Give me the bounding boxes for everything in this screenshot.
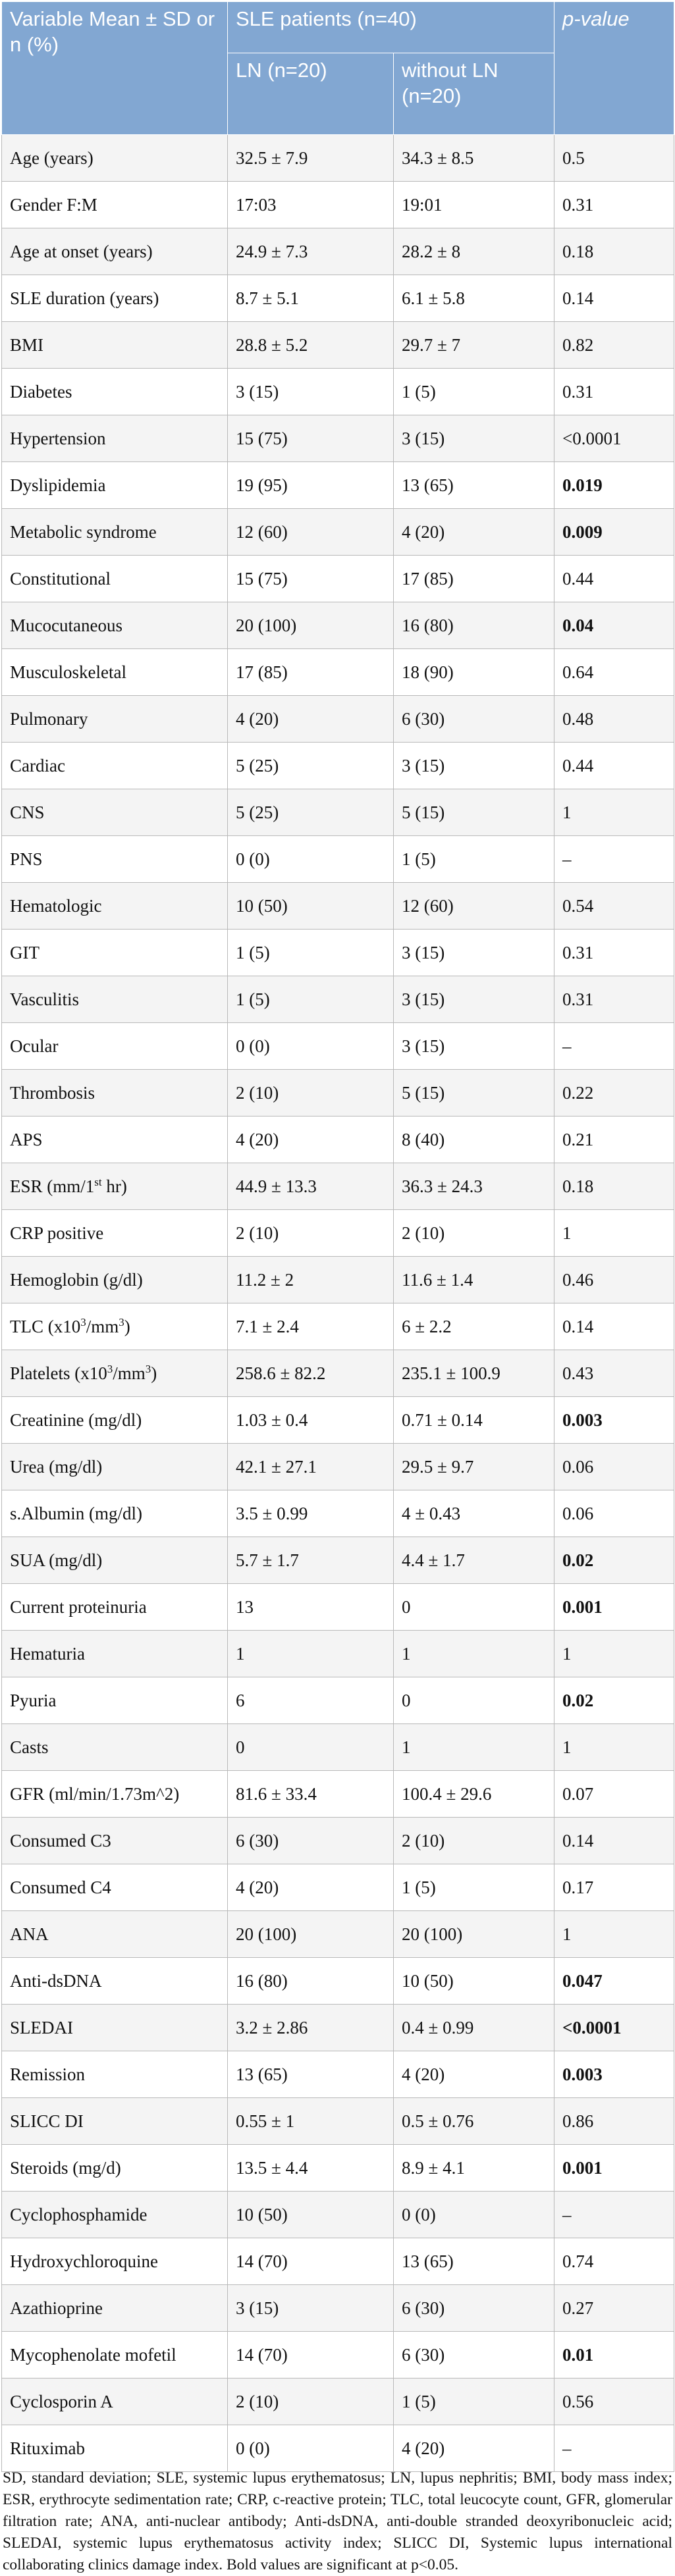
cell-ln: 4 (20) [228,696,394,743]
cell-without-ln: 0 (0) [394,2192,554,2238]
table-row [2,602,674,649]
cell-ln: 0.55 ± 1 [228,2098,394,2145]
cell-variable: SUA (mg/dl) [2,1537,228,1584]
cell-ln: 0 (0) [228,836,394,883]
table-row [2,1210,674,1257]
cell-variable: Hematologic [2,883,228,930]
cell-pvalue: 0.001 [554,1584,674,1631]
cell-without-ln: 3 (15) [394,1023,554,1070]
cell-without-ln: 28.2 ± 8 [394,228,554,275]
table-row [2,509,674,556]
cell-ln: 17:03 [228,182,394,228]
cell-variable: Age at onset (years) [2,228,228,275]
cell-variable: CRP positive [2,1210,228,1257]
header-without-ln: without LN (n=20) [394,53,554,135]
table-row [2,696,674,743]
table-row [2,1023,674,1070]
cell-pvalue: 0.003 [554,2051,674,2098]
cell-ln: 17 (85) [228,649,394,696]
cell-variable: Cyclosporin A [2,2379,228,2425]
cell-ln: 42.1 ± 27.1 [228,1444,394,1490]
cell-pvalue: 0.27 [554,2285,674,2332]
cell-pvalue: 0.43 [554,1350,674,1397]
cell-without-ln: 2 (10) [394,1818,554,1864]
cell-ln: 1 (5) [228,930,394,976]
cell-pvalue: 0.82 [554,322,674,369]
table-row [2,1818,674,1864]
table-row [2,462,674,509]
cell-variable: Azathioprine [2,2285,228,2332]
cell-variable: Age (years) [2,135,228,182]
cell-variable: Diabetes [2,369,228,415]
cell-ln: 14 (70) [228,2332,394,2379]
table-row [2,2098,674,2145]
table-row [2,2379,674,2425]
cell-without-ln: 29.7 ± 7 [394,322,554,369]
cell-ln: 0 (0) [228,1023,394,1070]
table-row [2,1257,674,1303]
table-row [2,2332,674,2379]
cell-pvalue: <0.0001 [554,2005,674,2051]
cell-pvalue: 0.01 [554,2332,674,2379]
cell-variable: SLE duration (years) [2,275,228,322]
cell-without-ln: 8.9 ± 4.1 [394,2145,554,2192]
cell-pvalue: 0.009 [554,509,674,556]
table-row [2,322,674,369]
table-row [2,2051,674,2098]
table-row [2,1864,674,1911]
cell-without-ln: 4 (20) [394,2425,554,2472]
cell-ln: 13 (65) [228,2051,394,2098]
cell-without-ln: 1 (5) [394,369,554,415]
cell-pvalue: 0.31 [554,182,674,228]
cell-ln: 11.2 ± 2 [228,1257,394,1303]
table-row [2,1490,674,1537]
cell-without-ln: 5 (15) [394,789,554,836]
cell-ln: 8.7 ± 5.1 [228,275,394,322]
cell-without-ln: 4.4 ± 1.7 [394,1537,554,1584]
cell-ln: 5 (25) [228,789,394,836]
cell-variable: Gender F:M [2,182,228,228]
cell-ln: 7.1 ± 2.4 [228,1303,394,1350]
cell-pvalue: 0.07 [554,1771,674,1818]
cell-ln: 28.8 ± 5.2 [228,322,394,369]
cell-without-ln: 34.3 ± 8.5 [394,135,554,182]
cell-variable: Thrombosis [2,1070,228,1117]
cell-pvalue: 1 [554,1210,674,1257]
cell-pvalue: 0.18 [554,1163,674,1210]
cell-without-ln: 4 (20) [394,2051,554,2098]
cell-ln: 44.9 ± 13.3 [228,1163,394,1210]
cell-ln: 1 (5) [228,976,394,1023]
cell-ln: 2 (10) [228,1210,394,1257]
cell-variable: GIT [2,930,228,976]
cell-without-ln: 12 (60) [394,883,554,930]
table-row [2,275,674,322]
cell-variable: ANA [2,1911,228,1958]
cell-ln: 5.7 ± 1.7 [228,1537,394,1584]
table-body [2,135,674,2472]
cell-without-ln: 29.5 ± 9.7 [394,1444,554,1490]
cell-variable: Casts [2,1724,228,1771]
cell-pvalue: 0.22 [554,1070,674,1117]
cell-pvalue: 0.54 [554,883,674,930]
cell-variable: Ocular [2,1023,228,1070]
cell-pvalue: – [554,2192,674,2238]
cell-without-ln: 1 [394,1724,554,1771]
cell-without-ln: 100.4 ± 29.6 [394,1771,554,1818]
table-row [2,1350,674,1397]
header-ln: LN (n=20) [228,53,394,135]
table-row [2,135,674,182]
cell-without-ln: 1 (5) [394,1864,554,1911]
cell-without-ln: 6 ± 2.2 [394,1303,554,1350]
table-row [2,415,674,462]
cell-ln: 13 [228,1584,394,1631]
cell-variable: Hydroxychloroquine [2,2238,228,2285]
cell-variable: Creatinine (mg/dl) [2,1397,228,1444]
cell-without-ln: 0 [394,1584,554,1631]
cell-pvalue: 0.02 [554,1677,674,1724]
cell-ln: 20 (100) [228,1911,394,1958]
cell-variable: s.Albumin (mg/dl) [2,1490,228,1537]
cell-pvalue: 0.003 [554,1397,674,1444]
table-row [2,1303,674,1350]
table-row [2,1677,674,1724]
table-row [2,1537,674,1584]
cell-pvalue: 0.14 [554,1818,674,1864]
table-row [2,1631,674,1677]
cell-ln: 19 (95) [228,462,394,509]
cell-variable: ESR (mm/1st hr) [2,1163,228,1210]
cell-ln: 24.9 ± 7.3 [228,228,394,275]
header-pvalue: p-value [554,2,674,135]
cell-pvalue: 1 [554,1911,674,1958]
table-row [2,1163,674,1210]
cell-pvalue: 0.31 [554,369,674,415]
cell-variable: SLICC DI [2,2098,228,2145]
cell-without-ln: 1 (5) [394,836,554,883]
cell-variable: Metabolic syndrome [2,509,228,556]
cell-pvalue: 0.5 [554,135,674,182]
table-row [2,1724,674,1771]
cell-without-ln: 4 (20) [394,509,554,556]
cell-variable: GFR (ml/min/1.73m^2) [2,1771,228,1818]
cell-pvalue: 0.31 [554,930,674,976]
table-row [2,228,674,275]
cell-variable: SLEDAI [2,2005,228,2051]
cell-without-ln: 3 (15) [394,976,554,1023]
cell-pvalue: 0.44 [554,556,674,602]
cell-pvalue: 0.86 [554,2098,674,2145]
table-row [2,2285,674,2332]
cell-variable: Anti-dsDNA [2,1958,228,2005]
cell-ln: 0 [228,1724,394,1771]
table-row [2,2192,674,2238]
cell-pvalue: 0.56 [554,2379,674,2425]
cell-ln: 32.5 ± 7.9 [228,135,394,182]
cell-without-ln: 6 (30) [394,2332,554,2379]
cell-variable: APS [2,1117,228,1163]
cell-variable: Pyuria [2,1677,228,1724]
cell-variable: Vasculitis [2,976,228,1023]
cell-variable: Mucocutaneous [2,602,228,649]
cell-without-ln: 0.71 ± 0.14 [394,1397,554,1444]
cell-ln: 10 (50) [228,883,394,930]
cell-ln: 6 [228,1677,394,1724]
table-header [2,2,674,135]
cell-without-ln: 8 (40) [394,1117,554,1163]
table-row [2,836,674,883]
cell-pvalue: 1 [554,789,674,836]
cell-ln: 4 (20) [228,1117,394,1163]
cell-ln: 20 (100) [228,602,394,649]
table-row [2,976,674,1023]
cell-variable: Cardiac [2,743,228,789]
cell-ln: 3 (15) [228,369,394,415]
table-row [2,883,674,930]
cell-without-ln: 18 (90) [394,649,554,696]
cell-pvalue: 0.46 [554,1257,674,1303]
cell-pvalue: 0.44 [554,743,674,789]
cell-pvalue: 0.06 [554,1490,674,1537]
cell-pvalue: – [554,836,674,883]
table-row [2,649,674,696]
cell-ln: 1 [228,1631,394,1677]
cell-pvalue: 0.21 [554,1117,674,1163]
cell-without-ln: 13 (65) [394,2238,554,2285]
cell-without-ln: 2 (10) [394,1210,554,1257]
cell-ln: 16 (80) [228,1958,394,2005]
cell-ln: 10 (50) [228,2192,394,2238]
cell-without-ln: 13 (65) [394,462,554,509]
cell-variable: Remission [2,2051,228,2098]
cell-without-ln: 1 [394,1631,554,1677]
cell-without-ln: 16 (80) [394,602,554,649]
cell-without-ln: 235.1 ± 100.9 [394,1350,554,1397]
cell-variable: Urea (mg/dl) [2,1444,228,1490]
cell-without-ln: 11.6 ± 1.4 [394,1257,554,1303]
table-row [2,1397,674,1444]
cell-pvalue: 1 [554,1724,674,1771]
cell-variable: Rituximab [2,2425,228,2472]
results-table [1,1,674,2472]
cell-variable: TLC $(x10^3/mm^3)$ [2,1303,228,1350]
cell-variable: Constitutional [2,556,228,602]
cell-pvalue: 0.64 [554,649,674,696]
table-row [2,2238,674,2285]
table-row [2,1444,674,1490]
cell-ln: 14 (70) [228,2238,394,2285]
cell-variable: CNS [2,789,228,836]
table-row [2,789,674,836]
table-row [2,1584,674,1631]
cell-ln: 3.5 ± 0.99 [228,1490,394,1537]
table-row [2,182,674,228]
cell-variable: Dyslipidemia [2,462,228,509]
cell-variable: Cyclophosphamide [2,2192,228,2238]
table-row [2,2005,674,2051]
cell-variable: Pulmonary [2,696,228,743]
cell-variable: Hemoglobin (g/dl) [2,1257,228,1303]
cell-pvalue: 0.14 [554,275,674,322]
table-row [2,1771,674,1818]
cell-pvalue: 0.48 [554,696,674,743]
cell-without-ln: 20 (100) [394,1911,554,1958]
cell-pvalue: 0.001 [554,2145,674,2192]
table-row [2,1117,674,1163]
cell-pvalue: 0.06 [554,1444,674,1490]
cell-pvalue: 0.74 [554,2238,674,2285]
cell-pvalue: 0.17 [554,1864,674,1911]
cell-variable: Platelets $(x10^3/mm^3)$ [2,1350,228,1397]
cell-variable: Hematuria [2,1631,228,1677]
cell-variable: Consumed C3 [2,1818,228,1864]
cell-pvalue: 0.18 [554,228,674,275]
cell-variable: Hypertension [2,415,228,462]
cell-pvalue: 0.04 [554,602,674,649]
cell-ln: 5 (25) [228,743,394,789]
cell-ln: 15 (75) [228,415,394,462]
cell-ln: 3 (15) [228,2285,394,2332]
cell-variable: BMI [2,322,228,369]
cell-ln: 258.6 ± 82.2 [228,1350,394,1397]
cell-without-ln: 5 (15) [394,1070,554,1117]
cell-ln: 13.5 ± 4.4 [228,2145,394,2192]
cell-pvalue: 0.14 [554,1303,674,1350]
table-row [2,1958,674,2005]
cell-ln: 2 (10) [228,2379,394,2425]
cell-ln: 3.2 ± 2.86 [228,2005,394,2051]
cell-variable: PNS [2,836,228,883]
cell-variable: Consumed C4 [2,1864,228,1911]
cell-ln: 4 (20) [228,1864,394,1911]
cell-without-ln: 0.5 ± 0.76 [394,2098,554,2145]
header-group: SLE patients (n=40) [228,2,554,53]
cell-variable: Mycophenolate mofetil [2,2332,228,2379]
cell-pvalue: 0.019 [554,462,674,509]
cell-without-ln: 17 (85) [394,556,554,602]
cell-without-ln: 1 (5) [394,2379,554,2425]
cell-variable: Musculoskeletal [2,649,228,696]
cell-without-ln: 6 (30) [394,2285,554,2332]
cell-ln: 81.6 ± 33.4 [228,1771,394,1818]
cell-without-ln: 10 (50) [394,1958,554,2005]
cell-ln: 6 (30) [228,1818,394,1864]
table-row [2,743,674,789]
table-row [2,1070,674,1117]
cell-pvalue: – [554,1023,674,1070]
cell-without-ln: 3 (15) [394,415,554,462]
cell-ln: 15 (75) [228,556,394,602]
cell-without-ln: 4 ± 0.43 [394,1490,554,1537]
cell-pvalue: 0.02 [554,1537,674,1584]
cell-pvalue: 0.31 [554,976,674,1023]
cell-without-ln: 6 (30) [394,696,554,743]
cell-ln: 0 (0) [228,2425,394,2472]
cell-variable: Steroids (mg/d) [2,2145,228,2192]
cell-without-ln: 19:01 [394,182,554,228]
cell-ln: 2 (10) [228,1070,394,1117]
cell-without-ln: 3 (15) [394,743,554,789]
table-row [2,369,674,415]
cell-pvalue: – [554,2425,674,2472]
table-row [2,930,674,976]
table-row [2,2145,674,2192]
table-row [2,556,674,602]
cell-pvalue: 0.047 [554,1958,674,2005]
cell-variable: Current proteinuria [2,1584,228,1631]
cell-without-ln: 3 (15) [394,930,554,976]
table-row [2,1911,674,1958]
table-row [2,2425,674,2472]
cell-without-ln: 36.3 ± 24.3 [394,1163,554,1210]
cell-pvalue: <0.0001 [554,415,674,462]
header-variable: Variable Mean ± SD or n (%) [2,2,228,135]
cell-without-ln: 6.1 ± 5.8 [394,275,554,322]
cell-pvalue: 1 [554,1631,674,1677]
cell-without-ln: 0.4 ± 0.99 [394,2005,554,2051]
cell-ln: 12 (60) [228,509,394,556]
table-footnote: SD, standard deviation; SLE, systemic lupus erythematosus; LN, lupus nephritis; BMI, body mass index; ESR, erythrocyte sedimentation rate; CRP, c-reactive protein; TLC, total leucocyte count, GFR, glomerular filtration rate; ANA, anti-nuclear antibody; Anti-dsDNA, anti-double stranded deoxyribonucleic acid; SLEDAI, systemic lupus erythematosus activity index; SLICC DI, Systemic lupus international collaborating clinics damage index. Bold values are significant at p<0.05. [3,2469,672,2573]
cell-ln: 1.03 ± 0.4 [228,1397,394,1444]
cell-without-ln: 0 [394,1677,554,1724]
